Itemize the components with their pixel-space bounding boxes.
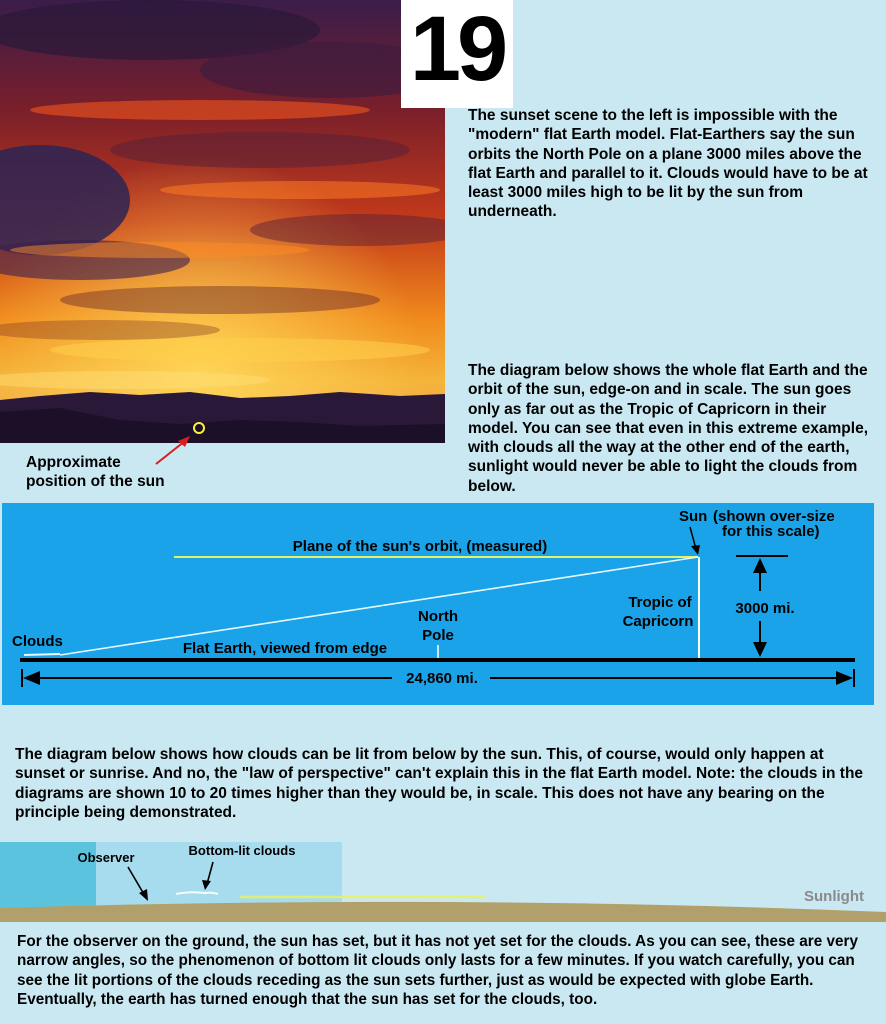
north-pole-label-line-2: Pole [422,627,454,644]
width-label: 24,860 mi. [406,670,478,687]
photo-caption-line-2: position of the sun [26,473,165,490]
clouds-mark [24,654,60,655]
sun-note-line-2: for this scale) [722,523,820,540]
height-label: 3000 mi. [735,600,795,617]
ground-curve [0,902,886,922]
photo-caption [26,453,226,491]
sun-label: Sun [679,508,708,525]
sunlight-label: Sunlight [804,888,864,905]
globe-intro-paragraph: The diagram below shows how clouds can be lit from below by the sun. This, of course, would only happen at sunset or sunrise. And no, the "law of perspective" can't explain this in the flat Earth model. Note: the clouds in the diagrams are shown 10 to 20 times higher than they would be, in scale. This does not have any bearing on the principle being demonstrated. [15,746,864,821]
sun-position-marker [194,423,204,433]
bottom-lit-clouds-label: Bottom-lit clouds [188,843,296,858]
sun-marker-overlay [0,0,445,500]
tropic-label-line-2: Capricorn [622,613,694,630]
diagram-intro-paragraph: The diagram below shows the whole flat Earth and the orbit of the sun, edge-on and in scale. The sun goes only as far out as the Tropic of Capricorn in their model. You can see that even in this extreme example, with clouds all the way at the other end of the earth, sunlight would never be able to light the clouds from below. [468,362,868,495]
earth-label: Flat Earth, viewed from edge [182,640,388,657]
flat-earth-diagram [2,503,874,705]
flat-earth-line [20,658,855,662]
page-number: 19 [409,0,505,100]
orbit-label: Plane of the sun's orbit, (measured) [292,538,548,555]
globe-earth-diagram [0,840,886,922]
sun-note-line-1: (shown over-size [713,508,835,525]
tropic-label-line-1: Tropic of [628,594,692,611]
intro-paragraph: The sunset scene to the left is impossible with the "modern" flat Earth model. Flat-Earthers say the sun orbits the North Pole on a plane 3000 miles above the flat Earth and parallel to it. Clouds would have to be at least 3000 miles high to be lit by the sun from underneath. [468,107,868,221]
photo-caption-line-1: Approximate [26,454,121,471]
conclusion-paragraph: For the observer on the ground, the sun has set, but it has not yet set for the clouds. As you can see, these are very narrow angles, so the phenomenon of bottom lit clouds only lasts for a few minutes. If you watch carefully, you can see the lit portions of the clouds receding as the sun sets further, just as would be expected with globe Earth. Eventually, the earth has turned enough that the sun has set for the clouds, too. [17,933,858,1008]
observer-label: Observer [77,850,135,865]
clouds-label: Clouds [12,633,63,650]
north-pole-label-line-1: North [418,608,458,625]
